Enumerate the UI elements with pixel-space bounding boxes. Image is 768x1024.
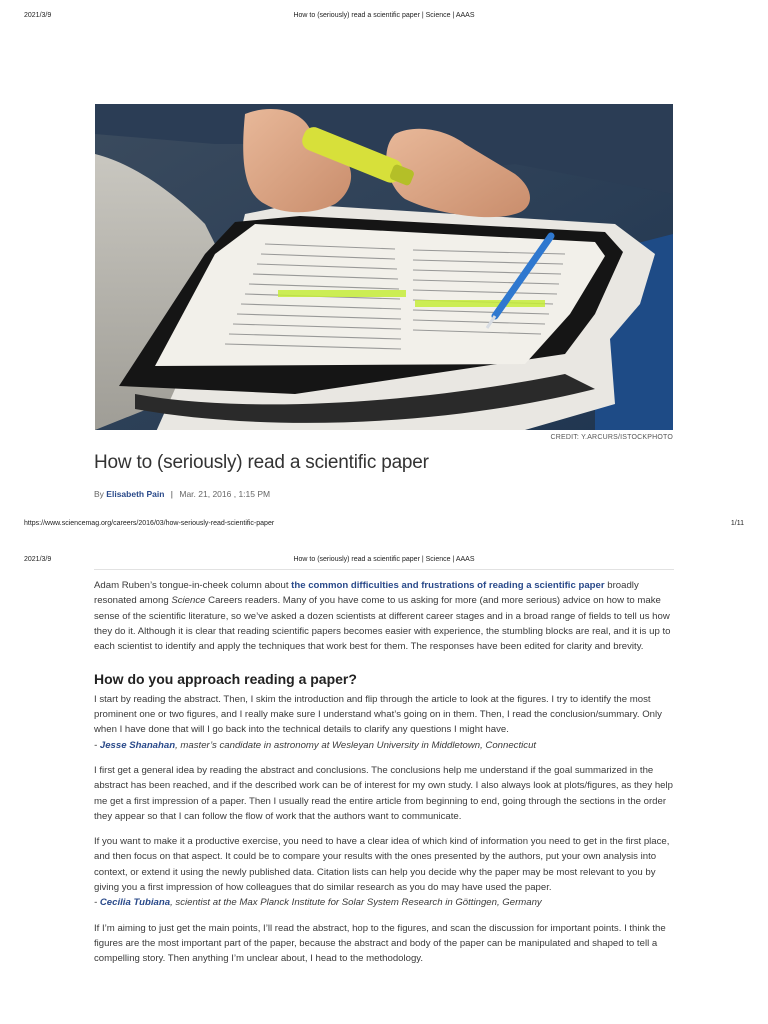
signature-name-link-1[interactable]: Jesse Shanahan <box>99 739 176 751</box>
author-link[interactable]: Elisabeth Pain <box>106 489 165 499</box>
sig-dash-1: - <box>94 739 100 751</box>
response-paragraph-4: If I’m aiming to just get the main points, I’ll read the abstract, hop to the figures, and scan the discussion for important points. I think the figures are the most important part of the paper, because the abstract and body of the paper can be manipulated and shaped to tell a compelling story. Then anything I’m unclear about, I head to the methodology. <box>94 922 666 965</box>
print-date-2: 2021/3/9 <box>24 556 52 563</box>
signature-1 <box>94 740 536 751</box>
print-url: https://www.sciencemag.org/careers/2016/03/how-seriously-read-scientific-paper <box>24 520 275 527</box>
response-paragraph-1 <box>94 692 674 753</box>
response-text-1: I start by reading the abstract. Then, I skim the introduction and flip through the article to look at the figures. I try to identify the most prominent one or two figures, and I really make sure I understand what’s going on in them. Then, I read the conclusion/summary. Only when I have done that will I go back into the technical details to clarify any questions I might have. <box>94 693 662 736</box>
by-label: By <box>94 489 104 499</box>
print-date: 2021/3/9 <box>24 12 52 19</box>
science-emphasis: Science <box>171 595 206 607</box>
article-body <box>94 578 674 977</box>
response-paragraph-3 <box>94 834 674 910</box>
response-paragraph-2: I first get a general idea by reading the abstract and conclusions. The conclusions help me understand if the goal summarized in the abstract has been reached, and if the described work can be of interest for my own study. I also always look at plots/figures, as they help me get a first impression of a paper. Then I usually read the entire article from beginning to end, going through the sections in the order they appear so that I can follow the flow of work that the authors want to communicate. <box>94 764 673 822</box>
byline <box>94 489 270 499</box>
print-page-number: 1/11 <box>730 520 744 527</box>
article-title: How to (seriously) read a scientific paper <box>94 452 429 473</box>
intro-paragraph <box>94 578 674 654</box>
intro-text-mid: broadly resonated among <box>94 580 639 607</box>
page-divider <box>94 569 674 570</box>
intro-text-start: Adam Ruben’s tongue-in-cheek column about <box>94 580 292 591</box>
photo-credit: CREDIT: Y.ARCURS/ISTOCKPHOTO <box>550 434 673 441</box>
publish-date: Mar. 21, 2016 , 1:15 PM <box>179 489 271 499</box>
signature-2 <box>94 897 542 908</box>
response-text-3: If you want to make it a productive exercise, you need to have a clear idea of which kind of information you need to get in the first place, and then focus on that aspect. It could be to compare your results with the ones presented by the authors, put your own analysis into context, or extend it using the newly published data. Citation lists can help you decide why the paper may be most relevant to you by giving you a first impression of how colleagues that do similar research as you do may have used the paper. <box>94 836 670 894</box>
column-link[interactable]: the common difficulties and frustrations of reading a scientific paper <box>291 580 605 591</box>
section-heading: How do you approach reading a paper? <box>94 671 357 688</box>
print-doc-title: How to (seriously) read a scientific paper | Science | AAAS <box>293 12 475 19</box>
signature-name-link-2[interactable]: Cecilia Tubiana <box>99 897 171 909</box>
print-doc-title-2: How to (seriously) read a scientific paper | Science | AAAS <box>293 556 475 563</box>
hero-photo <box>95 104 673 430</box>
sig-dash-2: - <box>94 897 100 909</box>
intro-text-end: Careers readers. Many of you have come to us asking for more (and more serious) advice on how to make sense of the scientific literature, so we’ve asked a dozen scientists at different career stages and in a broad range of fields to tell us how they do it. Although it is clear that reading scientific papers becomes easier with experience, the stumbling blocks are real, and it is up to each scientist to identify and apply the techniques that work best for them. The responses have been edited for clarity and brevity. <box>94 595 671 653</box>
signature-affiliation-2: , scientist at the Max Planck Institute for Solar System Research in Göttingen, Germany <box>170 897 542 909</box>
signature-affiliation-1: , master’s candidate in astronomy at Wesleyan University in Middletown, Connecticut <box>175 739 537 751</box>
byline-separator: | <box>170 489 173 499</box>
